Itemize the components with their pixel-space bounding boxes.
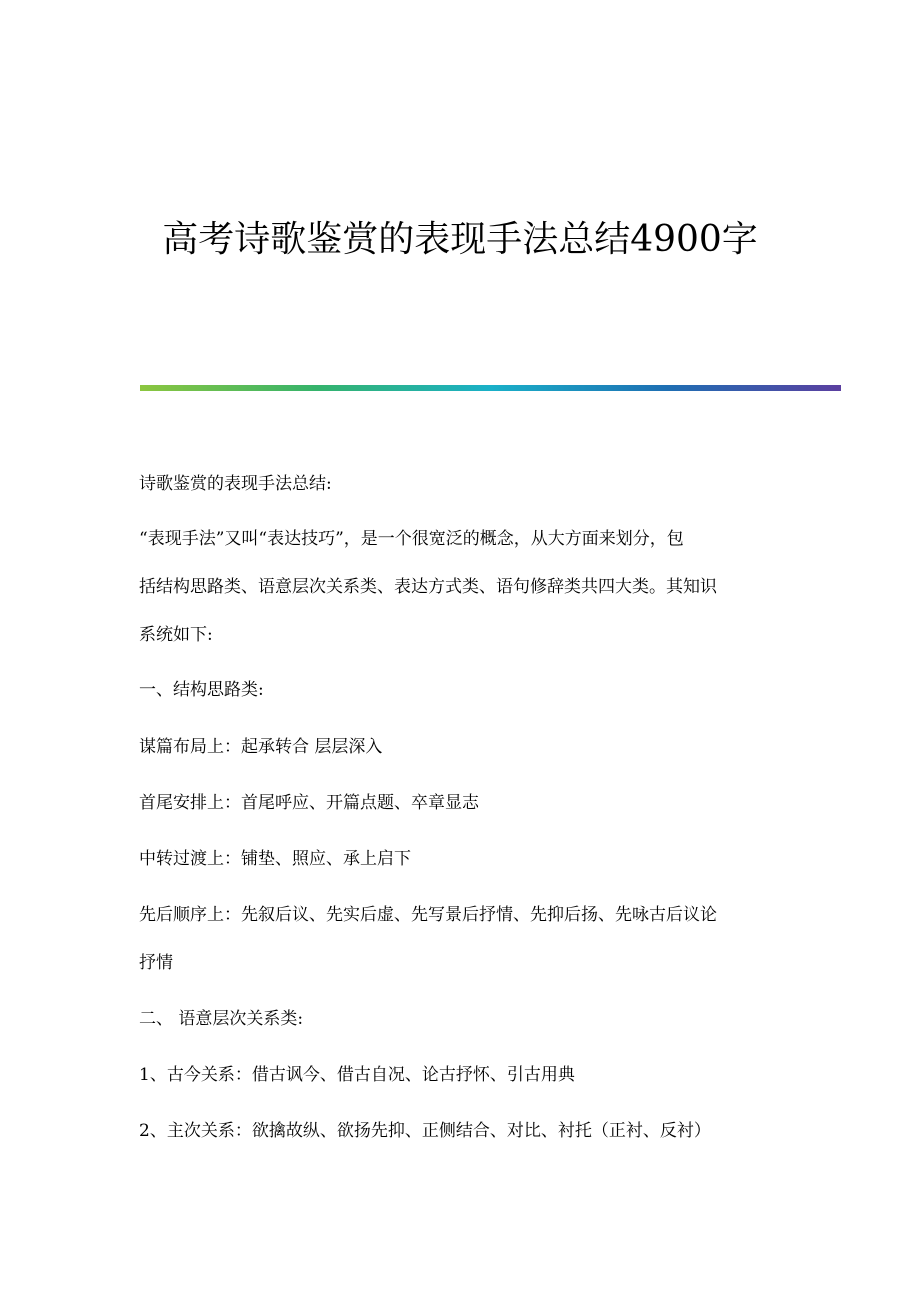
- paragraph-line: 括结构思路类、语意层次关系类、表达方式类、语句修辞类共四大类。其知识: [139, 577, 717, 597]
- section-heading: 一、结构思路类:: [139, 680, 264, 700]
- paragraph-line: 首尾安排上：首尾呼应、开篇点题、卒章显志: [139, 793, 479, 813]
- paragraph-line: 系统如下:: [139, 625, 213, 645]
- document-title: 高考诗歌鉴赏的表现手法总结4900字: [162, 219, 758, 260]
- paragraph-line: 2、主次关系：欲擒故纵、欲扬先抑、正侧结合、对比、衬托（正衬、反衬）: [139, 1121, 711, 1141]
- title-divider: [140, 385, 841, 391]
- paragraph-line: 1、古今关系：借古讽今、借古自况、论古抒怀、引古用典: [139, 1065, 575, 1085]
- paragraph-line: 先后顺序上：先叙后议、先实后虚、先写景后抒情、先抑后扬、先咏古后议论: [139, 905, 717, 925]
- paragraph-line: 中转过渡上：铺垫、照应、承上启下: [139, 849, 411, 869]
- paragraph-line: 诗歌鉴赏的表现手法总结:: [139, 474, 332, 494]
- paragraph-line: 谋篇布局上：起承转合 层层深入: [139, 737, 383, 757]
- section-heading: 二、 语意层次关系类:: [139, 1009, 304, 1029]
- paragraph-line: “表现手法”又叫“表达技巧”，是一个很宽泛的概念，从大方面来划分，包: [139, 529, 684, 549]
- paragraph-line: 抒情: [139, 953, 173, 973]
